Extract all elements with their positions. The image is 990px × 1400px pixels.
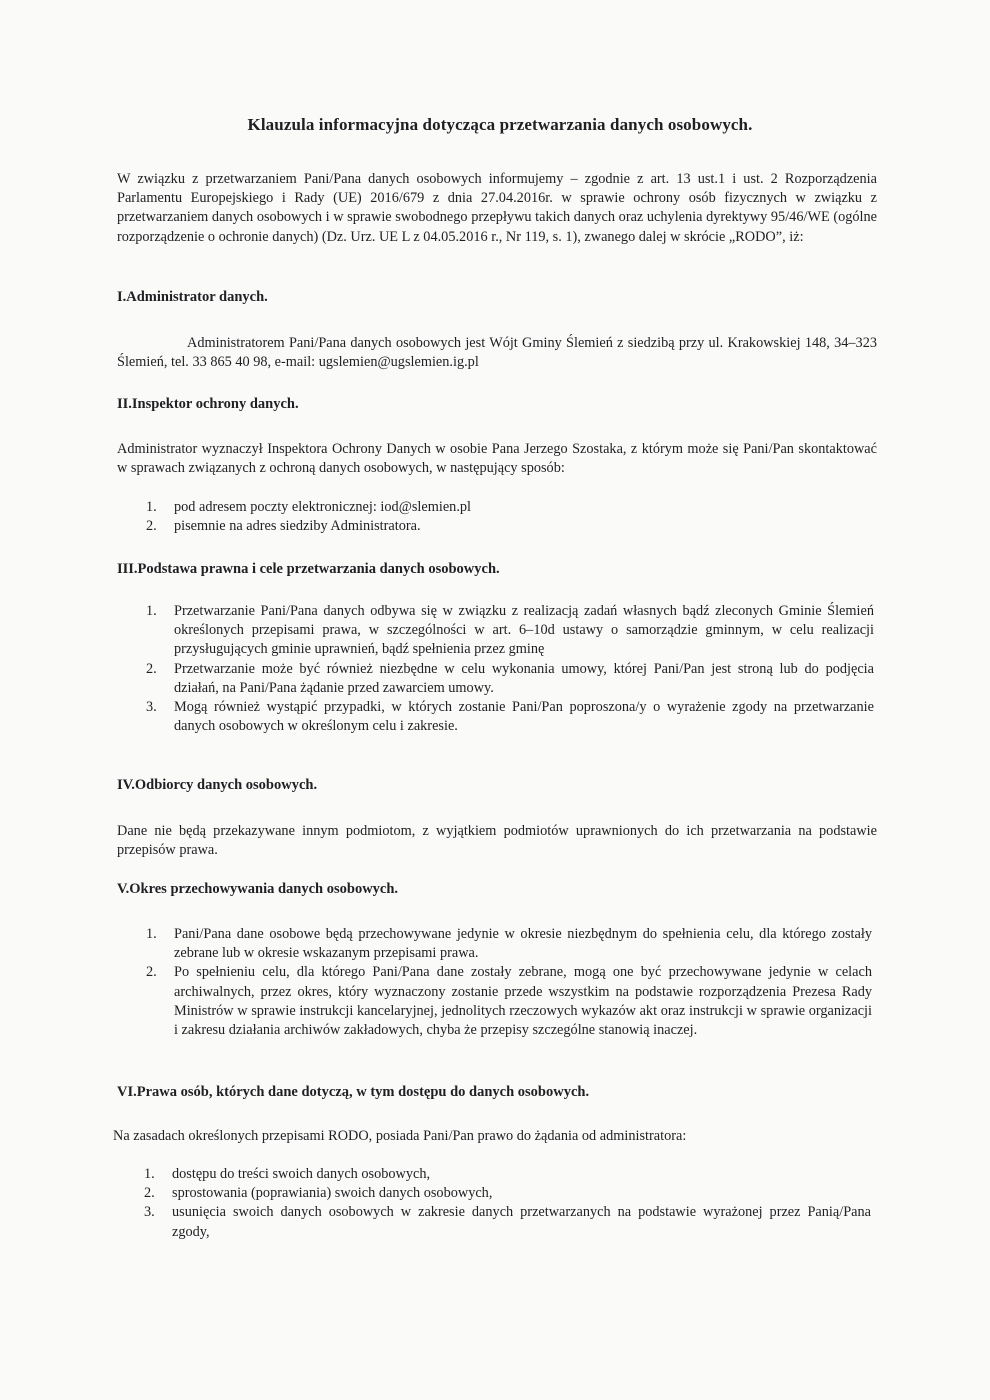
list-item (146, 660, 874, 698)
list-number: 1. (146, 926, 157, 942)
list-item-text: dostępu do treści swoich danych osobowych, (172, 1166, 431, 1182)
section-6-heading: VI.Prawa osób, których dane dotyczą, w tym dostępu do danych osobowych. (117, 1084, 590, 1100)
section-4-text: Dane nie będą przekazywane innym podmiotom, z wyjątkiem podmiotów uprawnionych do ich przetwarzania na podstawie przepisów prawa. (117, 823, 877, 859)
section-5-heading: V.Okres przechowywania danych osobowych. (117, 881, 399, 897)
section-2-list (146, 498, 876, 536)
section-6-text: Na zasadach określonych przepisami RODO, posiada Pani/Pan prawo do żądania od administratora: (113, 1128, 687, 1144)
list-number: 1. (146, 603, 157, 619)
list-number: 2. (146, 518, 157, 535)
list-item (146, 498, 876, 517)
section-2-text: Administrator wyznaczył Inspektora Ochrony Danych w osobie Pana Jerzego Szostaka, z którym może się Pani/Pan skontaktować w sprawach związanych z ochroną danych osobowych, w następujący sposób: (117, 441, 877, 477)
list-number: 3. (146, 699, 157, 716)
list-item (144, 1184, 871, 1203)
list-item-text: usunięcia swoich danych osobowych w zakresie danych przetwarzanych na podstawie wyrażonej przez Panią/Pana zgody, (172, 1204, 871, 1240)
list-item-text: pisemnie na adres siedziby Administratora. (174, 518, 421, 535)
section-1-heading: I.Administrator danych. (117, 289, 268, 305)
section-4-heading: IV.Odbiorcy danych osobowych. (117, 777, 318, 793)
section-3-heading: III.Podstawa prawna i cele przetwarzania danych osobowych. (117, 561, 500, 577)
list-item (146, 517, 876, 536)
list-number: 3. (144, 1204, 155, 1221)
section-1-text: Administratorem Pani/Pana danych osobowych jest Wójt Gminy Ślemień z siedzibą przy ul. Krakowskiej 148, 34–323 Ślemień, tel. 33 865 40 98, e-mail: ugslemien@ugslemien.ig.pl (117, 335, 877, 371)
list-item-text: Pani/Pana dane osobowe będą przechowywane jedynie w okresie niezbędnym do spełnienia celu, dla którego zostały zebrane lub w okresie wskazanym przepisami prawa. (174, 926, 872, 962)
list-number: 2. (144, 1185, 155, 1202)
list-item-text: Mogą również wystąpić przypadki, w których zostanie Pani/Pan poproszona/y o wyrażenie zgody na przetwarzanie danych osobowych w określonym celu i zakresie. (174, 699, 874, 735)
list-item-text: Przetwarzanie Pani/Pana danych odbywa się w związku z realizacją zadań własnych bądź zleconych Gminie Ślemień określonych przepisami prawa, w szczególności w art. 6–10d ustawy o samorządzie gminnym, w celu realizacji przysługujących gminie uprawnień, bądź spełnienia przez gminę (174, 603, 874, 658)
section-3-list (146, 602, 874, 736)
list-item-text: pod adresem poczty elektronicznej: iod@slemien.pl (174, 499, 472, 515)
section-2-heading: II.Inspektor ochrony danych. (117, 396, 299, 412)
list-item-text: sprostowania (poprawiania) swoich danych osobowych, (172, 1185, 493, 1202)
list-number: 2. (146, 660, 157, 677)
document-title: Klauzula informacyjna dotycząca przetwarzania danych osobowych. (247, 115, 753, 134)
list-item (146, 698, 874, 736)
list-item-text: Przetwarzanie może być również niezbędne w celu wykonania umowy, której Pani/Pan jest stroną lub do podjęcia działań, na Pani/Pana żądanie przed zawarciem umowy. (174, 660, 874, 696)
section-5-list (146, 925, 872, 1040)
list-item (146, 963, 872, 1040)
list-item (146, 602, 874, 660)
section-6-list (144, 1165, 871, 1242)
list-number: 1. (146, 499, 157, 515)
list-item (146, 925, 872, 963)
list-item-text: Po spełnieniu celu, dla którego Pani/Pana dane zostały zebrane, mogą one być przechowywane jedynie w celach archiwalnych, przez okres, który wyznaczony zostanie przede wszystkim na podstawie rozporządzenia Prezesa Rady Ministrów w sprawie instrukcji kancelaryjnej, jednolitych rzeczowych wykazów akt oraz instrukcji w sprawie organizacji i zakresu działania archiwów zakładowych, chyba że przepisy szczególne stanowią inaczej. (174, 964, 872, 1039)
list-number: 1. (144, 1166, 155, 1182)
list-item (144, 1203, 871, 1241)
intro-paragraph: W związku z przetwarzaniem Pani/Pana danych osobowych informujemy – zgodnie z art. 13 ust.1 i ust. 2 Rozporządzenia Parlamentu Europejskiego i Rady (UE) 2016/679 z dnia 27.04.2016r. w sprawie ochrony osób fizycznych w związku z przetwarzaniem danych osobowych i w sprawie swobodnego przepływu takich danych oraz uchylenia dyrektywy 95/46/WE (ogólne rozporządzenie o ochronie danych) (Dz. Urz. UE L z 04.05.2016 r., Nr 119, s. 1), zwanego dalej w skrócie „RODO”, iż: (117, 171, 877, 245)
list-number: 2. (146, 964, 157, 981)
list-item (144, 1165, 871, 1184)
